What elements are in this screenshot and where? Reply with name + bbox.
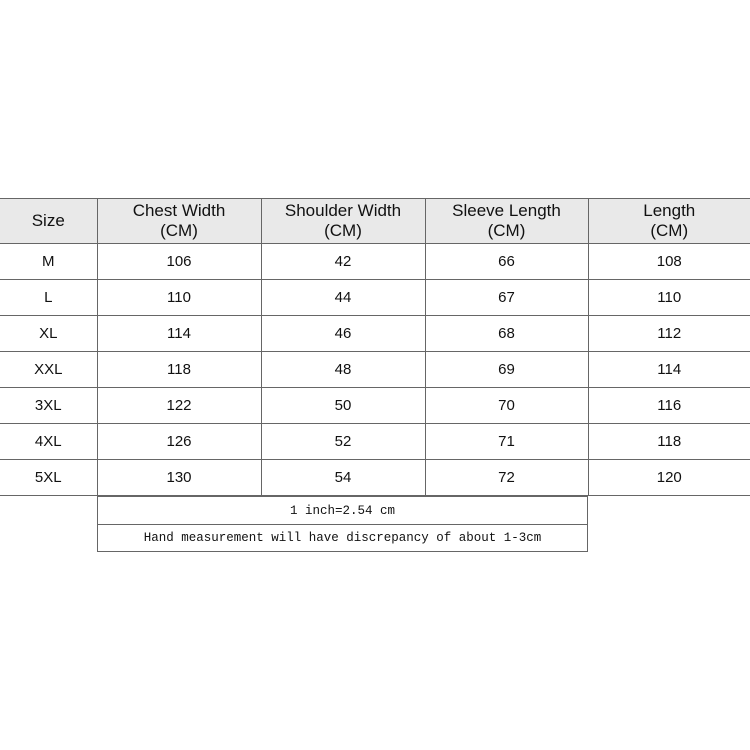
table-row xyxy=(0,316,750,352)
length-cell: 120 xyxy=(588,460,750,496)
length-cell: 116 xyxy=(588,388,750,424)
size-cell: 3XL xyxy=(0,388,97,424)
shoulder-width-cell: 50 xyxy=(261,388,425,424)
table-row xyxy=(0,424,750,460)
header-size: Size xyxy=(0,199,97,244)
sleeve-length-cell: 66 xyxy=(425,244,588,280)
length-cell: 108 xyxy=(588,244,750,280)
size-chart-table xyxy=(0,198,750,496)
shoulder-width-cell: 42 xyxy=(261,244,425,280)
size-cell: 5XL xyxy=(0,460,97,496)
chest-width-cell: 118 xyxy=(97,352,261,388)
header-length: Length (CM) xyxy=(588,199,750,244)
size-cell: XL xyxy=(0,316,97,352)
shoulder-width-cell: 44 xyxy=(261,280,425,316)
chest-width-cell: 126 xyxy=(97,424,261,460)
header-chest-width: Chest Width (CM) xyxy=(97,199,261,244)
sleeve-length-cell: 71 xyxy=(425,424,588,460)
shoulder-width-cell: 48 xyxy=(261,352,425,388)
sleeve-length-cell: 70 xyxy=(425,388,588,424)
chest-width-cell: 106 xyxy=(97,244,261,280)
sleeve-length-cell: 69 xyxy=(425,352,588,388)
table-row xyxy=(0,352,750,388)
size-cell: XXL xyxy=(0,352,97,388)
chest-width-cell: 122 xyxy=(97,388,261,424)
discrepancy-note: Hand measurement will have discrepancy of about 1-3cm xyxy=(98,525,588,552)
chest-width-cell: 130 xyxy=(97,460,261,496)
shoulder-width-cell: 46 xyxy=(261,316,425,352)
conversion-note: 1 inch=2.54 cm xyxy=(98,497,588,525)
size-cell: L xyxy=(0,280,97,316)
length-cell: 118 xyxy=(588,424,750,460)
table-row xyxy=(0,388,750,424)
chest-width-cell: 114 xyxy=(97,316,261,352)
length-cell: 114 xyxy=(588,352,750,388)
size-cell: 4XL xyxy=(0,424,97,460)
size-cell: M xyxy=(0,244,97,280)
table-row xyxy=(0,280,750,316)
length-cell: 112 xyxy=(588,316,750,352)
sleeve-length-cell: 72 xyxy=(425,460,588,496)
chest-width-cell: 110 xyxy=(97,280,261,316)
length-cell: 110 xyxy=(588,280,750,316)
header-sleeve-length: Sleeve Length (CM) xyxy=(425,199,588,244)
measurement-notes xyxy=(97,496,588,552)
table-row xyxy=(0,244,750,280)
shoulder-width-cell: 52 xyxy=(261,424,425,460)
shoulder-width-cell: 54 xyxy=(261,460,425,496)
header-shoulder-width: Shoulder Width (CM) xyxy=(261,199,425,244)
table-row xyxy=(0,460,750,496)
table-header-row xyxy=(0,199,750,244)
sleeve-length-cell: 67 xyxy=(425,280,588,316)
sleeve-length-cell: 68 xyxy=(425,316,588,352)
